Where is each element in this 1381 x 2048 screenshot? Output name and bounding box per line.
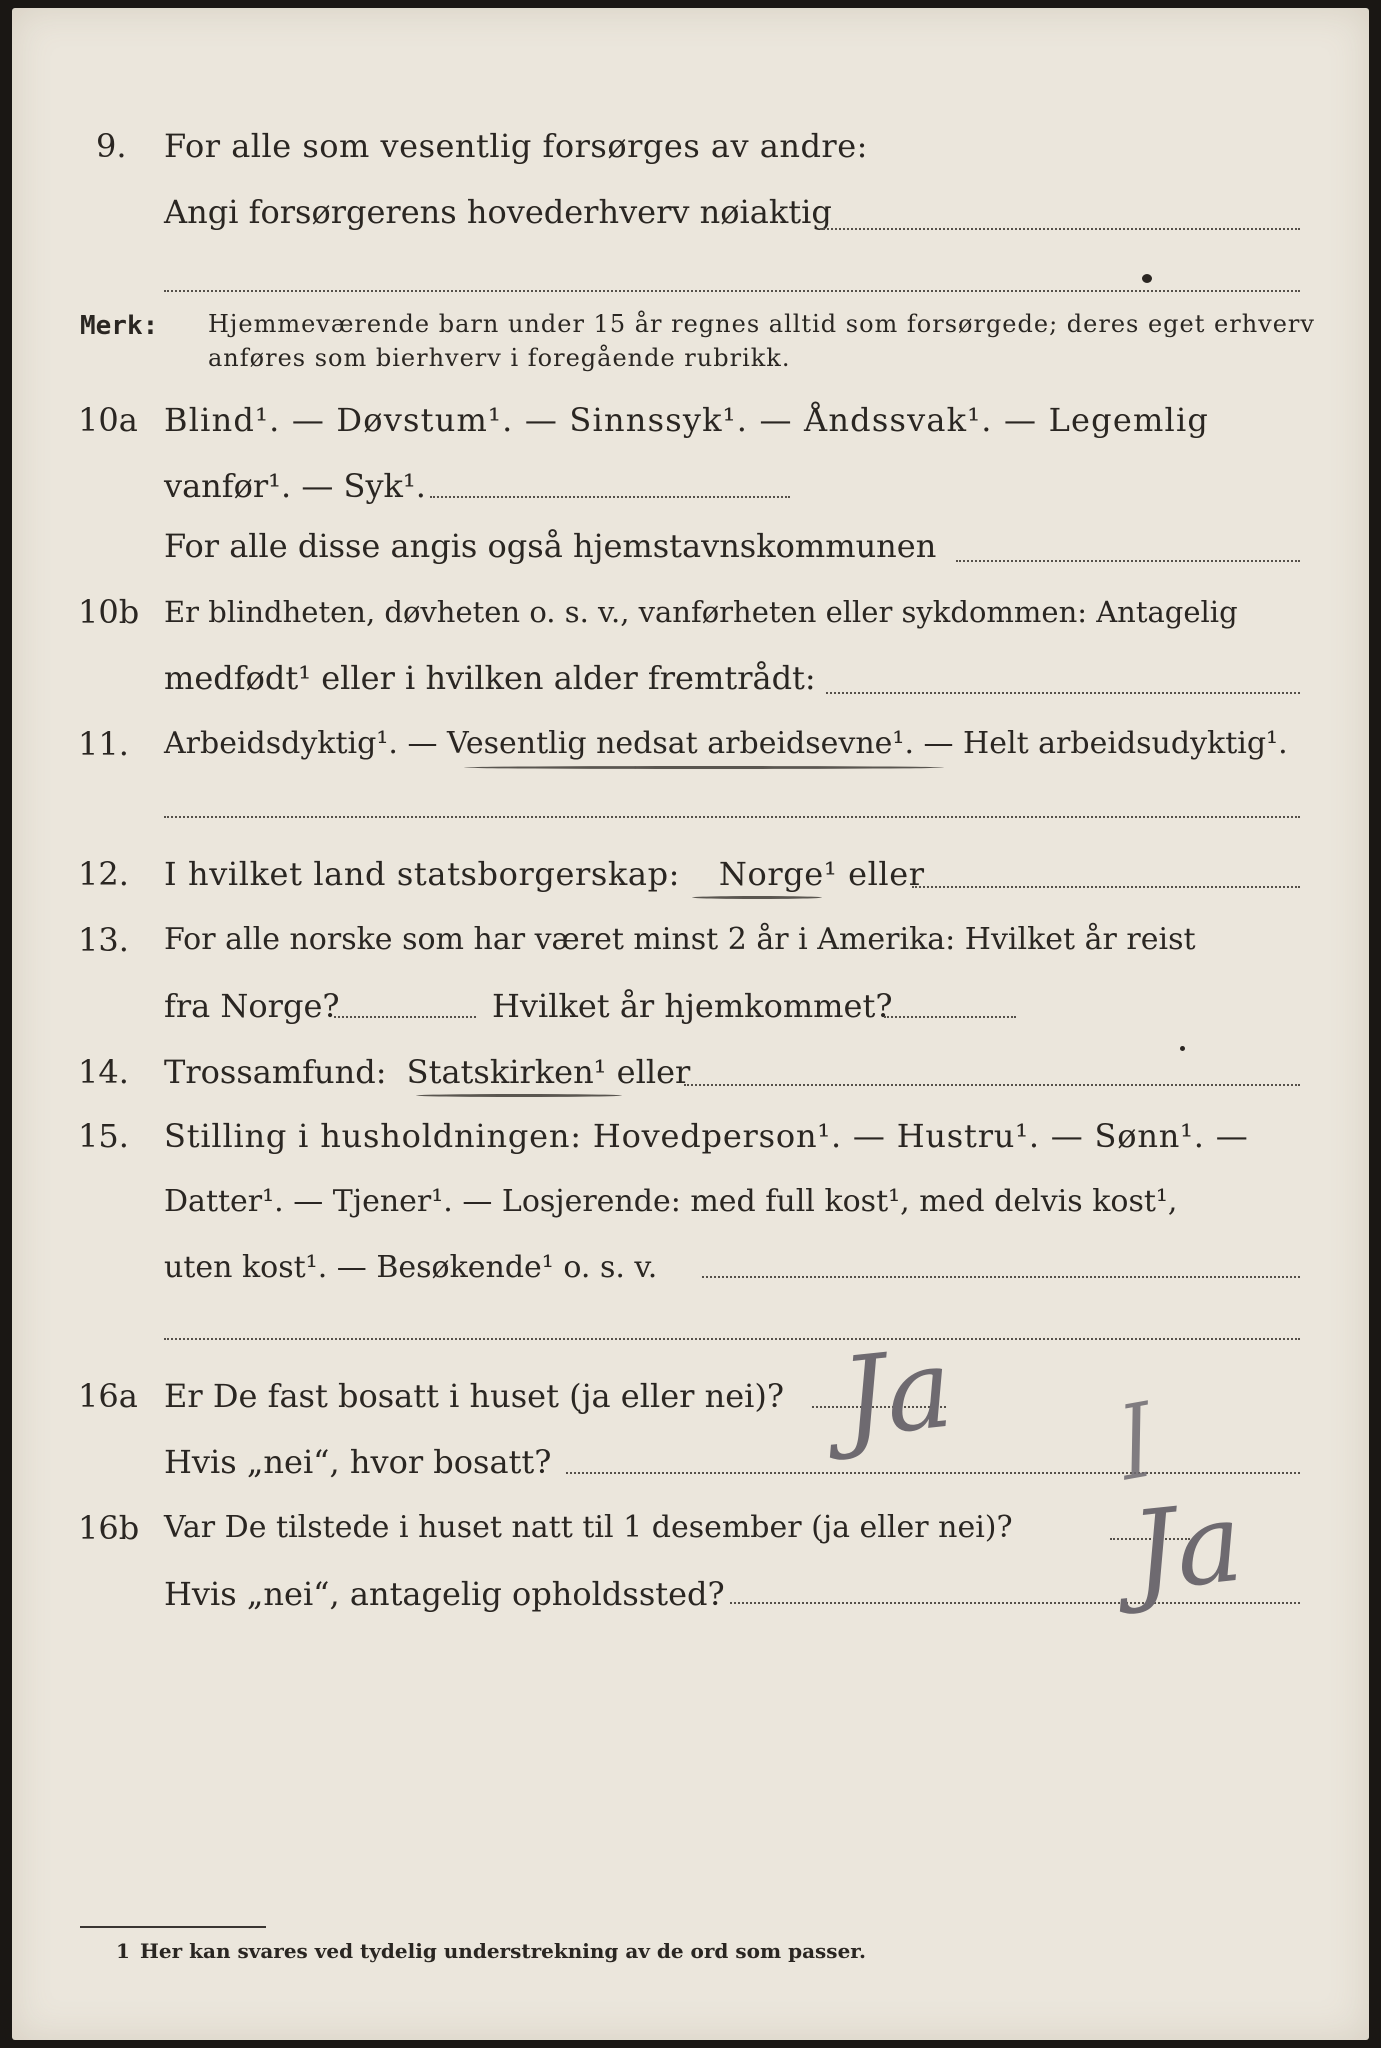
census-form-page [12,8,1369,2040]
handwritten-mark-16a: ꟾ [1114,1400,1162,1499]
q12-option-norge: Norge¹ [718,855,838,893]
handwritten-answer-16b: Ja [1125,1477,1249,1617]
q13-reist-field[interactable] [334,1016,476,1018]
merk-label: Merk: [80,311,159,341]
q16a-line1: Er De fast bosatt i huset (ja eller nei)? [164,1377,785,1415]
q12-option-eller: eller [848,855,925,893]
q11-option-arbeidsdyktig: Arbeidsdyktig¹. — [164,726,447,761]
q10a-hjemstavn-field[interactable] [956,560,1300,562]
q16b-line1: Var De tilstede i huset natt til 1 desember (ja eller nei)? [164,1510,1013,1545]
handwritten-underline-q11 [464,766,944,769]
q15-line3: uten kost¹. — Besøkende¹ o. s. v. [164,1250,658,1285]
item-number-15: 15. [78,1117,129,1155]
footnote-marker: 1 [116,1939,130,1963]
q10a-answer-field[interactable] [430,496,790,498]
q15-answer-field-2[interactable] [164,1338,1300,1340]
q13-line2a: fra Norge? [164,987,340,1025]
q11-line1 [164,724,1288,764]
item-number-13: 13. [78,921,129,959]
ink-speck [1180,1046,1185,1051]
q11-option-udyktig: . — Helt arbeidsudyktig¹. [904,726,1288,761]
q12-line1 [164,854,925,894]
q10a-line1: Blind¹. — Døvstum¹. — Sinnssyk¹. — Åndssvak¹. — Legemlig [164,401,1210,439]
q9-line2: Angi forsørgerens hovederhverv nøiaktig [164,193,832,231]
q14-option-eller: eller [616,1053,691,1091]
handwritten-underline-q14 [416,1094,622,1097]
q15-line2: Datter¹. — Tjener¹. — Losjerende: med full kost¹, med delvis kost¹, [164,1184,1178,1219]
item-number-10b: 10b [78,593,140,631]
q13-hjemkommet-field[interactable] [884,1016,1016,1018]
item-number-14: 14. [78,1053,129,1091]
q14-option-statskirken: Statskirken¹ [406,1053,607,1091]
q15-line1: Stilling i husholdningen: Hovedperson¹. — Hustru¹. — Sønn¹. — [164,1117,1249,1155]
merk-line1: Hjemmeværende barn under 15 år regnes alltid som forsørgede; deres eget erhverv [208,310,1315,338]
q10b-answer-field[interactable] [826,692,1300,694]
q11-answer-field[interactable] [164,816,1300,818]
q14-answer-field[interactable] [684,1084,1300,1086]
q10a-line3: For alle disse angis også hjemstavnskommunen [164,527,937,565]
q16b-line2: Hvis „nei“, antagelig opholdssted? [164,1575,725,1613]
q14-line1 [164,1052,690,1092]
q14-question: Trossamfund: [164,1053,387,1091]
q12-question: I hvilket land statsborgerskap: [164,855,681,893]
q10a-line2: vanfør¹. — Syk¹. [164,467,426,505]
footnote-divider [80,1926,266,1928]
footnote-text: Her kan svares ved tydelig understrekning av de ord som passer. [140,1939,866,1963]
q16a-line2: Hvis „nei“, hvor bosatt? [164,1443,552,1481]
q11-option-nedsat: Vesentlig nedsat arbeidsevne¹ [446,726,905,761]
handwritten-answer-16a: Ja [835,1323,959,1463]
item-number-10a: 10a [78,401,138,439]
q13-line1: For alle norske som har været minst 2 år i Amerika: Hvilket år reist [164,922,1196,957]
item-number-11: 11. [78,725,129,763]
ink-speck [1142,274,1152,283]
q13-line2b: Hvilket år hjemkommet? [492,987,893,1025]
item-number-12: 12. [78,855,129,893]
q9-line1: For alle som vesentlig forsørges av andre: [164,127,868,165]
q9-answer-field-2[interactable] [164,290,1300,292]
handwritten-underline-q12 [692,896,822,899]
item-number-16b: 16b [78,1509,140,1547]
q16a-bosatt-field[interactable] [566,1472,1300,1474]
q10b-line1: Er blindheten, døvheten o. s. v., vanførheten eller sykdommen: Antagelig [164,595,1238,629]
q15-answer-field[interactable] [702,1276,1300,1278]
merk-line2: anføres som bierhverv i foregående rubrikk. [208,344,791,372]
q12-answer-field[interactable] [912,886,1300,888]
item-number-9: 9. [96,127,127,165]
item-number-16a: 16a [78,1377,138,1415]
q10b-line2: medfødt¹ eller i hvilken alder fremtrådt: [164,659,816,697]
q9-answer-field[interactable] [820,228,1300,230]
